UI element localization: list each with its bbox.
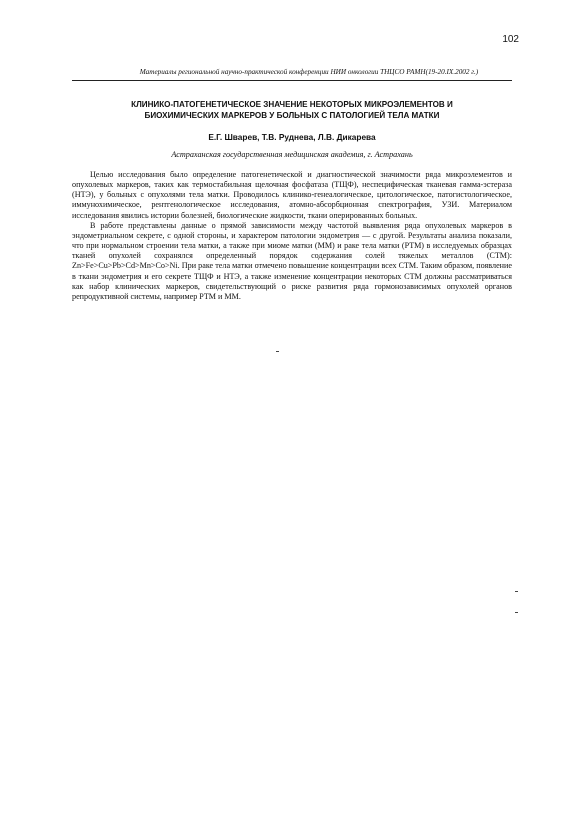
scan-mark [515,612,518,613]
article-title-line-1: КЛИНИКО-ПАТОГЕНЕТИЧЕСКОЕ ЗНАЧЕНИЕ НЕКОТОРЫХ МИКРОЭЛЕМЕНТОВ И [131,100,453,109]
body-paragraph-1: Целью исследования было определение патогенетической и диагностической значимости ряда микроэлементов и опухолевых маркеров, таких как термостабильная щелочная фосфатаза (ТЩФ), неспецифическая тканевая гамма-эстераза (НТЭ), у больных с опухолями тела матки. Проводилось клинико-генеалогическое, цитологическое, патогистологическое, иммунохимическое, рентгенологическое исследования, атомно-абсорбционная спектрография, УЗИ. Материалом исследования явились истории болезней, биологические жидкости, ткани оперированных больных. [72,170,512,220]
article-title-line-2: БИОХИМИЧЕСКИХ МАРКЕРОВ У БОЛЬНЫХ С ПАТОЛОГИЕЙ ТЕЛА МАТКИ [144,111,440,120]
running-header: Материалы региональной научно-практической конференции НИИ онкологии ТНЦСО РАМН(19-20.IX.2002 г.) [139,68,479,76]
scan-mark [515,591,518,592]
article-title [72,99,512,121]
page-number: 102 [502,34,519,45]
scan-mark [276,351,279,352]
article-authors: Е.Г. Шварев, Т.В. Руднева, Л.В. Дикарева [208,132,376,142]
body-paragraph-2: В работе представлены данные о прямой зависимости между частотой выявления ряда опухолевых маркеров в эндометриальном секрете, с одной стороны, и характером патологии эндометрия — с другой. Результаты анализа показали, что при нормальном строении тела матки, а также при миоме матки (ММ) и раке тела матки (РТМ) в исследуемых образцах тканей опухолей сохранялся определенный порядок содержания солей тяжелых металлов (СТМ): Zn>Fe>Cu>Pb>Cd>Mn>Co>Ni. При раке тела матки отмечено повышение концентрации всех СТМ. Таким образом, появление в ткани эндометрия и его секрете ТЩФ и НТЭ, а также изменение концентрации некоторых СТМ должны рассматриваться как набор клинических маркеров, свидетельствующий о риске развития ряда гормонозависимых опухолей органов репродуктивной системы, например РТМ и ММ. [72,220,512,301]
header-divider [72,80,512,81]
article-body [72,170,512,302]
article-affiliation: Астраханская государственная медицинская академия, г. Астрахань [171,150,413,159]
